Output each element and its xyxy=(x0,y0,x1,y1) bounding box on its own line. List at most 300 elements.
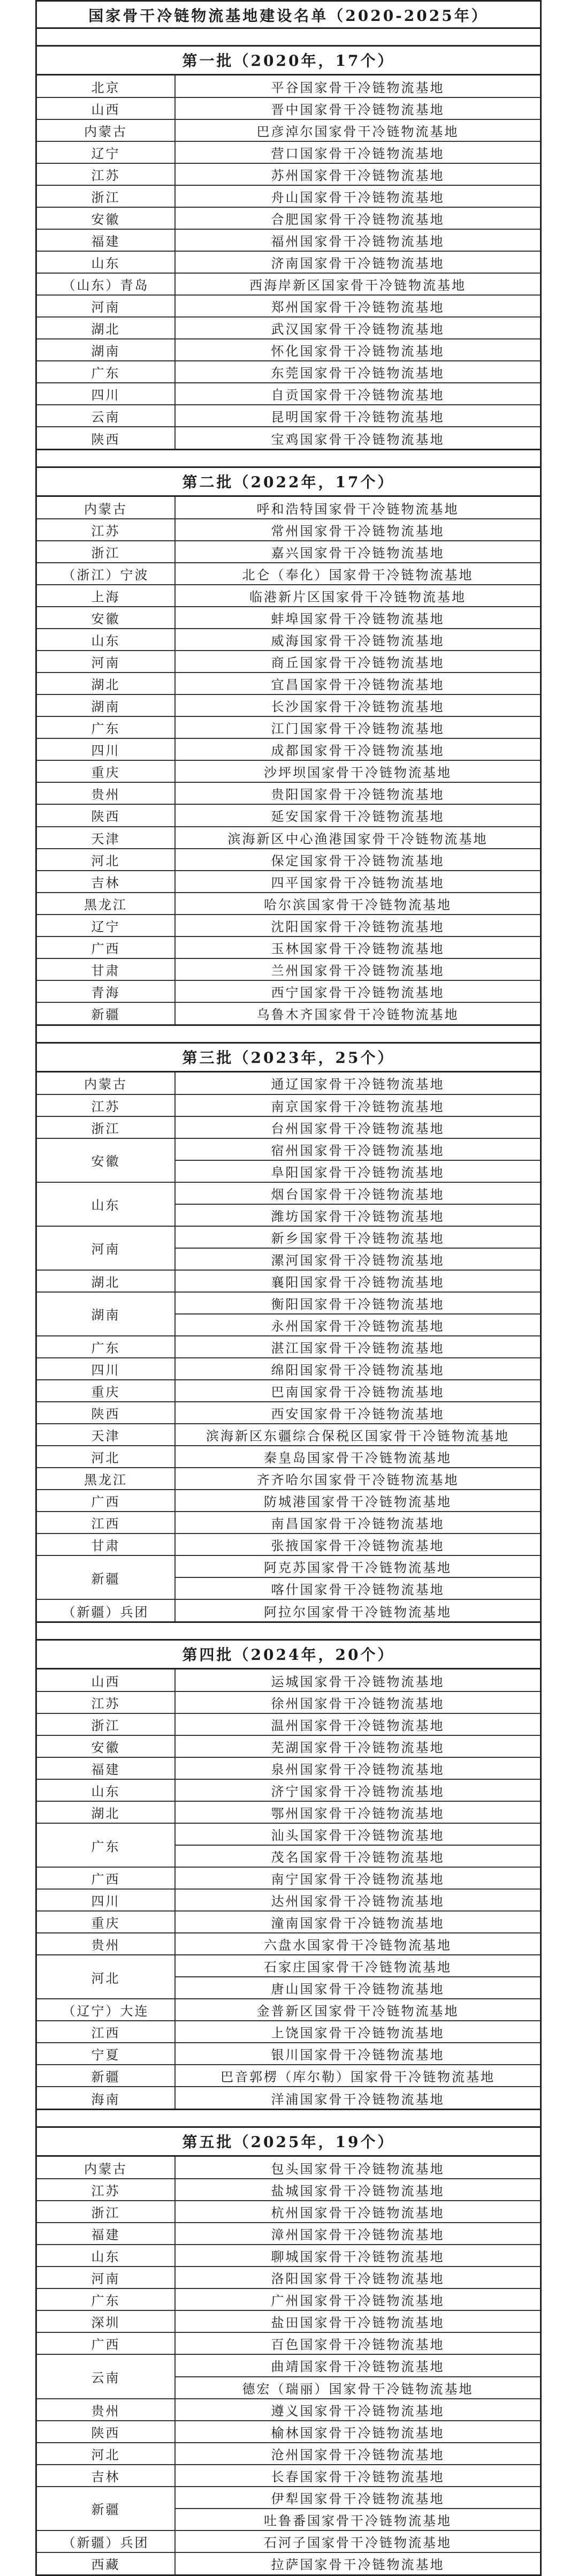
table-row xyxy=(37,1867,540,1889)
region-cell: 贵州 xyxy=(37,782,175,804)
region-cell: 广东 xyxy=(37,2288,175,2310)
base-name-cell: 台州国家骨干冷链物流基地 xyxy=(175,1116,540,1138)
region-cell: （新疆）兵团 xyxy=(37,2530,175,2552)
batch-table xyxy=(37,75,540,449)
base-name-cell: 呼和浩特国家骨干冷链物流基地 xyxy=(175,497,540,519)
table-row xyxy=(37,1002,540,1024)
region-cell: 江苏 xyxy=(37,2179,175,2201)
table-row xyxy=(37,1735,540,1757)
table-row xyxy=(37,1955,540,1977)
base-name-cell: 福州国家骨干冷链物流基地 xyxy=(175,229,540,251)
base-name-cell: 济宁国家骨干冷链物流基地 xyxy=(175,1779,540,1801)
region-cell: 浙江 xyxy=(37,1116,175,1138)
batch-section xyxy=(37,1042,540,1623)
batch-table xyxy=(37,2157,540,2574)
base-name-cell: 杭州国家骨干冷链物流基地 xyxy=(175,2201,540,2223)
region-cell: 新疆 xyxy=(37,1002,175,1024)
table-row xyxy=(37,1358,540,1380)
region-cell: 江苏 xyxy=(37,1691,175,1713)
region-cell: 河南 xyxy=(37,295,175,317)
table-row xyxy=(37,339,540,361)
base-name-cell: 晋中国家骨干冷链物流基地 xyxy=(175,97,540,119)
base-name-cell: 西宁国家骨干冷链物流基地 xyxy=(175,980,540,1002)
region-cell: 浙江 xyxy=(37,2201,175,2223)
region-cell: 青海 xyxy=(37,980,175,1002)
region-cell: 湖南 xyxy=(37,1292,175,1336)
base-name-cell: 舟山国家骨干冷链物流基地 xyxy=(175,185,540,207)
table-row xyxy=(37,629,540,651)
table-row xyxy=(37,760,540,782)
region-cell: 广西 xyxy=(37,936,175,958)
region-cell: 湖南 xyxy=(37,339,175,361)
base-name-cell: 沧州国家骨干冷链物流基地 xyxy=(175,2443,540,2465)
region-cell: 广东 xyxy=(37,716,175,738)
region-cell: 西藏 xyxy=(37,2552,175,2574)
region-cell: 江西 xyxy=(37,1512,175,1533)
region-cell: 吉林 xyxy=(37,2465,175,2487)
table-row xyxy=(37,738,540,760)
base-name-cell: 滨海新区东疆综合保税区国家骨干冷链物流基地 xyxy=(175,1424,540,1446)
region-cell: 四川 xyxy=(37,1358,175,1380)
base-name-cell: 四平国家骨干冷链物流基地 xyxy=(175,871,540,893)
region-cell: 内蒙古 xyxy=(37,497,175,519)
table-row xyxy=(37,1512,540,1533)
base-name-cell: 昆明国家骨干冷链物流基地 xyxy=(175,405,540,427)
region-cell: 广西 xyxy=(37,2332,175,2354)
base-name-cell: 长春国家骨干冷链物流基地 xyxy=(175,2465,540,2487)
region-cell: 江苏 xyxy=(37,163,175,185)
region-cell: 贵州 xyxy=(37,1933,175,1955)
batch-section xyxy=(37,1639,540,2110)
region-cell: 安徽 xyxy=(37,207,175,229)
table-row xyxy=(37,2201,540,2223)
table-row xyxy=(37,2087,540,2109)
base-name-cell: 盐城国家骨干冷链物流基地 xyxy=(175,2179,540,2201)
table-row xyxy=(37,497,540,519)
region-cell: 河北 xyxy=(37,849,175,871)
base-name-cell: 广州国家骨干冷链物流基地 xyxy=(175,2288,540,2310)
table-row xyxy=(37,1182,540,1204)
region-cell: （浙江）宁波 xyxy=(37,563,175,585)
region-cell: 云南 xyxy=(37,405,175,427)
table-row xyxy=(37,585,540,607)
region-cell: 江西 xyxy=(37,2021,175,2043)
batch-heading: 第四批（2024年，20个） xyxy=(37,1641,540,1670)
base-name-cell: 威海国家骨干冷链物流基地 xyxy=(175,629,540,651)
table-row xyxy=(37,119,540,141)
base-name-cell: 漯河国家骨干冷链物流基地 xyxy=(175,1248,540,1270)
table-row xyxy=(37,2332,540,2354)
region-cell: 福建 xyxy=(37,229,175,251)
region-cell: 安徽 xyxy=(37,607,175,629)
region-cell: 吉林 xyxy=(37,871,175,893)
document-frame xyxy=(35,0,542,2576)
table-row xyxy=(37,2421,540,2443)
base-name-cell: 南京国家骨干冷链物流基地 xyxy=(175,1094,540,1116)
batch-section xyxy=(37,45,540,450)
base-name-cell: 漳州国家骨干冷链物流基地 xyxy=(175,2223,540,2245)
region-cell: 内蒙古 xyxy=(37,1072,175,1094)
base-name-cell: 巴音郭楞（库尔勒）国家骨干冷链物流基地 xyxy=(175,2065,540,2087)
table-row xyxy=(37,651,540,673)
region-cell: 天津 xyxy=(37,827,175,849)
region-cell: 辽宁 xyxy=(37,141,175,163)
region-cell: 湖北 xyxy=(37,1270,175,1292)
table-row xyxy=(37,694,540,716)
base-name-cell: 遵义国家骨干冷链物流基地 xyxy=(175,2399,540,2421)
region-cell: 黑龙江 xyxy=(37,1468,175,1490)
region-cell: 湖南 xyxy=(37,694,175,716)
base-name-cell: 常州国家骨干冷链物流基地 xyxy=(175,519,540,541)
region-cell: 河北 xyxy=(37,1955,175,1999)
base-name-cell: 芜湖国家骨干冷链物流基地 xyxy=(175,1735,540,1757)
region-cell: 江苏 xyxy=(37,1094,175,1116)
table-row xyxy=(37,2288,540,2310)
base-name-cell: 永州国家骨干冷链物流基地 xyxy=(175,1314,540,1336)
table-row xyxy=(37,2465,540,2487)
region-cell: 广东 xyxy=(37,1336,175,1358)
base-name-cell: 西安国家骨干冷链物流基地 xyxy=(175,1402,540,1424)
region-cell: 甘肃 xyxy=(37,1533,175,1555)
region-cell: 陕西 xyxy=(37,2421,175,2443)
region-cell: 内蒙古 xyxy=(37,119,175,141)
base-name-cell: 北仑（奉化）国家骨干冷链物流基地 xyxy=(175,563,540,585)
table-row xyxy=(37,1889,540,1911)
base-name-cell: 营口国家骨干冷链物流基地 xyxy=(175,141,540,163)
region-cell: 重庆 xyxy=(37,760,175,782)
base-name-cell: 吐鲁番国家骨干冷链物流基地 xyxy=(175,2509,540,2530)
batch-heading: 第二批（2022年，17个） xyxy=(37,468,540,497)
base-name-cell: 嘉兴国家骨干冷链物流基地 xyxy=(175,541,540,563)
table-row xyxy=(37,1138,540,1160)
base-name-cell: 新乡国家骨干冷链物流基地 xyxy=(175,1226,540,1248)
table-row xyxy=(37,1072,540,1094)
base-name-cell: 德宏（瑞丽）国家骨干冷链物流基地 xyxy=(175,2377,540,2399)
base-name-cell: 温州国家骨干冷链物流基地 xyxy=(175,1713,540,1735)
table-row xyxy=(37,1468,540,1490)
table-row xyxy=(37,2310,540,2332)
batch-table xyxy=(37,1670,540,2109)
base-name-cell: 怀化国家骨干冷链物流基地 xyxy=(175,339,540,361)
base-name-cell: 泉州国家骨干冷链物流基地 xyxy=(175,1757,540,1779)
base-name-cell: 阿克苏国家骨干冷链物流基地 xyxy=(175,1555,540,1577)
table-row xyxy=(37,1801,540,1823)
table-row xyxy=(37,1713,540,1735)
base-name-cell: 拉萨国家骨干冷链物流基地 xyxy=(271,2557,445,2573)
table-row xyxy=(37,185,540,207)
base-name-cell: 哈尔滨国家骨干冷链物流基地 xyxy=(175,893,540,915)
region-cell: 山东 xyxy=(37,2245,175,2267)
base-name-cell: 茂名国家骨干冷链物流基地 xyxy=(175,1845,540,1867)
region-cell: 安徽 xyxy=(37,1138,175,1182)
region-cell: 河南 xyxy=(37,2267,175,2288)
region-cell: 甘肃 xyxy=(37,958,175,980)
base-name-cell: 唐山国家骨干冷链物流基地 xyxy=(175,1977,540,1999)
table-row xyxy=(37,1933,540,1955)
table-row xyxy=(37,317,540,339)
base-name-cell: 滨海新区中心渔港国家骨干冷链物流基地 xyxy=(175,827,540,849)
region-cell: 天津 xyxy=(37,1424,175,1446)
base-name-cell: 防城港国家骨干冷链物流基地 xyxy=(175,1490,540,1512)
table-row xyxy=(37,716,540,738)
base-name-cell: 西海岸新区国家骨干冷链物流基地 xyxy=(175,273,540,295)
table-row xyxy=(37,2267,540,2288)
region-cell: 四川 xyxy=(37,383,175,405)
table-row xyxy=(37,229,540,251)
region-cell: 湖北 xyxy=(37,1801,175,1823)
table-row xyxy=(37,563,540,585)
table-row xyxy=(37,75,540,97)
base-name-cell: 东莞国家骨干冷链物流基地 xyxy=(175,361,540,383)
region-cell: 新疆 xyxy=(37,2065,175,2087)
region-cell: 深圳 xyxy=(37,2310,175,2332)
batch-section xyxy=(37,2126,540,2575)
region-cell: 广东 xyxy=(37,1823,175,1867)
table-row xyxy=(37,849,540,871)
region-cell: 湖北 xyxy=(37,317,175,339)
base-name-cell: 伊犁国家骨干冷链物流基地 xyxy=(175,2487,540,2509)
base-name-cell: 洛阳国家骨干冷链物流基地 xyxy=(175,2267,540,2288)
table-row xyxy=(37,804,540,826)
table-row xyxy=(37,251,540,273)
table-row xyxy=(37,2530,540,2552)
region-cell: 山东 xyxy=(37,629,175,651)
base-name-cell: 郑州国家骨干冷链物流基地 xyxy=(175,295,540,317)
table-row xyxy=(37,1380,540,1402)
table-row xyxy=(37,2552,540,2574)
batch-heading: 第三批（2023年，25个） xyxy=(37,1044,540,1072)
base-name-cell: 宿州国家骨干冷链物流基地 xyxy=(175,1138,540,1160)
table-row xyxy=(37,1270,540,1292)
region-cell: 海南 xyxy=(37,2087,175,2109)
region-cell: 福建 xyxy=(37,2223,175,2245)
table-row xyxy=(37,207,540,229)
base-name-cell: 苏州国家骨干冷链物流基地 xyxy=(175,163,540,185)
table-row xyxy=(37,541,540,563)
batch-table xyxy=(37,1072,540,1621)
base-name-cell: 潍坊国家骨干冷链物流基地 xyxy=(175,1204,540,1226)
table-row xyxy=(37,936,540,958)
base-name-cell: 洋浦国家骨干冷链物流基地 xyxy=(271,2091,445,2107)
region-cell: 河北 xyxy=(37,1446,175,1468)
table-row xyxy=(37,827,540,849)
base-name-cell: 金普新区国家骨干冷链物流基地 xyxy=(175,1999,540,2021)
table-row xyxy=(37,2043,540,2065)
region-cell: 宁夏 xyxy=(37,2043,175,2065)
table-row xyxy=(37,427,540,449)
base-name-cell: 徐州国家骨干冷链物流基地 xyxy=(175,1691,540,1713)
base-name-cell: 秦皇岛国家骨干冷链物流基地 xyxy=(175,1446,540,1468)
region-cell: 福建 xyxy=(37,1757,175,1779)
region-cell: 重庆 xyxy=(37,1380,175,1402)
table-row xyxy=(37,1911,540,1933)
base-name-cell: 通辽国家骨干冷链物流基地 xyxy=(175,1072,540,1094)
table-row xyxy=(37,1757,540,1779)
table-row xyxy=(37,1402,540,1424)
base-name-cell: 绵阳国家骨干冷链物流基地 xyxy=(175,1358,540,1380)
base-name-cell: 蚌埠国家骨干冷链物流基地 xyxy=(175,607,540,629)
base-name-cell: 襄阳国家骨干冷链物流基地 xyxy=(175,1270,540,1292)
base-name-cell: 兰州国家骨干冷链物流基地 xyxy=(175,958,540,980)
base-name-cell: 沈阳国家骨干冷链物流基地 xyxy=(175,915,540,936)
region-cell: 上海 xyxy=(37,585,175,607)
region-cell: 山东 xyxy=(37,1182,175,1226)
base-name-cell: 曲靖国家骨干冷链物流基地 xyxy=(175,2354,540,2376)
region-cell: 广西 xyxy=(37,1490,175,1512)
base-name-cell: 石家庄国家骨干冷链物流基地 xyxy=(175,1955,540,1977)
table-row xyxy=(37,2223,540,2245)
region-cell: 广西 xyxy=(37,1867,175,1889)
table-row xyxy=(37,607,540,629)
base-name-cell: 江门国家骨干冷链物流基地 xyxy=(175,716,540,738)
base-name-cell: 长沙国家骨干冷链物流基地 xyxy=(175,694,540,716)
base-name-cell: 贵阳国家骨干冷链物流基地 xyxy=(175,782,540,804)
table-row xyxy=(37,1555,540,1577)
base-name-cell: 六盘水国家骨干冷链物流基地 xyxy=(175,1933,540,1955)
table-row xyxy=(37,2021,540,2043)
table-row xyxy=(37,519,540,541)
region-cell: （山东）青岛 xyxy=(37,273,175,295)
base-name-cell: 运城国家骨干冷链物流基地 xyxy=(175,1670,540,1691)
region-cell: 湖北 xyxy=(37,673,175,694)
region-cell: 江苏 xyxy=(37,519,175,541)
table-row xyxy=(37,915,540,936)
region-cell: 安徽 xyxy=(37,1735,175,1757)
table-row xyxy=(37,295,540,317)
base-name-cell: 宝鸡国家骨干冷链物流基地 xyxy=(271,432,445,447)
table-row xyxy=(37,2157,540,2179)
region-cell: 浙江 xyxy=(37,1713,175,1735)
region-cell: 陕西 xyxy=(37,1402,175,1424)
region-cell: 新疆 xyxy=(37,2487,175,2530)
base-name-cell: 湛江国家骨干冷链物流基地 xyxy=(175,1336,540,1358)
base-name-cell: 汕头国家骨干冷链物流基地 xyxy=(175,1823,540,1845)
region-cell: 山西 xyxy=(37,97,175,119)
table-row xyxy=(37,383,540,405)
region-cell: 四川 xyxy=(37,1889,175,1911)
base-name-cell: 鄂州国家骨干冷链物流基地 xyxy=(175,1801,540,1823)
table-row xyxy=(37,1424,540,1446)
region-cell: 贵州 xyxy=(37,2399,175,2421)
table-row xyxy=(37,361,540,383)
base-name-cell: 南昌国家骨干冷链物流基地 xyxy=(175,1512,540,1533)
region-cell: 新疆 xyxy=(37,1555,175,1599)
base-name-cell: 保定国家骨干冷链物流基地 xyxy=(175,849,540,871)
table-row xyxy=(37,893,540,915)
region-cell: 四川 xyxy=(37,738,175,760)
table-row xyxy=(37,2487,540,2509)
region-cell: 山东 xyxy=(37,1779,175,1801)
table-row xyxy=(37,1226,540,1248)
base-name-cell: 巴南国家骨干冷链物流基地 xyxy=(175,1380,540,1402)
region-cell: 黑龙江 xyxy=(37,893,175,915)
base-name-cell: 烟台国家骨干冷链物流基地 xyxy=(175,1182,540,1204)
base-name-cell: 上饶国家骨干冷链物流基地 xyxy=(175,2021,540,2043)
table-row xyxy=(37,1533,540,1555)
base-name-cell: 百色国家骨干冷链物流基地 xyxy=(175,2332,540,2354)
base-name-cell: 达州国家骨干冷链物流基地 xyxy=(175,1889,540,1911)
base-name-cell: 合肥国家骨干冷链物流基地 xyxy=(175,207,540,229)
batch-table xyxy=(37,497,540,1024)
document-title: 国家骨干冷链物流基地建设名单（2020-2025年） xyxy=(37,0,540,29)
base-name-cell: 乌鲁木齐国家骨干冷链物流基地 xyxy=(256,1007,459,1023)
region-cell: 辽宁 xyxy=(37,915,175,936)
region-cell: 广东 xyxy=(37,361,175,383)
table-row xyxy=(37,2443,540,2465)
table-row xyxy=(37,1292,540,1314)
base-name-cell: 齐齐哈尔国家骨干冷链物流基地 xyxy=(175,1468,540,1490)
base-name-cell: 南宁国家骨干冷链物流基地 xyxy=(175,1867,540,1889)
base-name-cell: 榆林国家骨干冷链物流基地 xyxy=(175,2421,540,2443)
base-name-cell: 衡阳国家骨干冷链物流基地 xyxy=(175,1292,540,1314)
base-name-cell: 沙坪坝国家骨干冷链物流基地 xyxy=(175,760,540,782)
table-row xyxy=(37,1691,540,1713)
region-cell: 重庆 xyxy=(37,1911,175,1933)
region-cell: 山西 xyxy=(37,1670,175,1691)
base-name-cell: 临港新片区国家骨干冷链物流基地 xyxy=(175,585,540,607)
base-name-cell: 巴彦淖尔国家骨干冷链物流基地 xyxy=(175,119,540,141)
table-row xyxy=(37,1599,540,1621)
table-row xyxy=(37,2065,540,2087)
base-name-cell: 盐田国家骨干冷链物流基地 xyxy=(175,2310,540,2332)
region-cell: 河南 xyxy=(37,651,175,673)
base-name-cell: 潼南国家骨干冷链物流基地 xyxy=(175,1911,540,1933)
table-row xyxy=(37,1336,540,1358)
base-name-cell: 平谷国家骨干冷链物流基地 xyxy=(175,75,540,97)
table-row xyxy=(37,1116,540,1138)
table-row xyxy=(37,1490,540,1512)
table-row xyxy=(37,958,540,980)
base-name-cell: 商丘国家骨干冷链物流基地 xyxy=(175,651,540,673)
table-row xyxy=(37,1446,540,1468)
base-name-cell: 玉林国家骨干冷链物流基地 xyxy=(175,936,540,958)
region-cell: 云南 xyxy=(37,2354,175,2398)
table-row xyxy=(37,1823,540,1845)
table-row xyxy=(37,1094,540,1116)
region-cell: 北京 xyxy=(37,75,175,97)
table-row xyxy=(37,2354,540,2376)
table-row xyxy=(37,141,540,163)
table-row xyxy=(37,1779,540,1801)
base-name-cell: 自贡国家骨干冷链物流基地 xyxy=(175,383,540,405)
batch-section xyxy=(37,466,540,1025)
table-row xyxy=(37,2399,540,2421)
table-row xyxy=(37,871,540,893)
region-cell: 浙江 xyxy=(37,185,175,207)
base-name-cell: 喀什国家骨干冷链物流基地 xyxy=(175,1577,540,1599)
region-cell: 内蒙古 xyxy=(37,2157,175,2179)
base-name-cell: 武汉国家骨干冷链物流基地 xyxy=(175,317,540,339)
region-cell: （辽宁）大连 xyxy=(37,1999,175,2021)
table-row xyxy=(37,2245,540,2267)
table-row xyxy=(37,97,540,119)
table-row xyxy=(37,1670,540,1691)
batch-list xyxy=(37,45,540,2576)
region-cell: 河南 xyxy=(37,1226,175,1270)
table-row xyxy=(37,163,540,185)
base-name-cell: 阜阳国家骨干冷链物流基地 xyxy=(175,1160,540,1182)
region-cell: （新疆）兵团 xyxy=(37,1599,175,1621)
base-name-cell: 济南国家骨干冷链物流基地 xyxy=(175,251,540,273)
base-name-cell: 银川国家骨干冷链物流基地 xyxy=(175,2043,540,2065)
table-row xyxy=(37,2179,540,2201)
batch-heading: 第一批（2020年，17个） xyxy=(37,47,540,75)
table-row xyxy=(37,980,540,1002)
base-name-cell: 成都国家骨干冷链物流基地 xyxy=(175,738,540,760)
base-name-cell: 宜昌国家骨干冷链物流基地 xyxy=(175,673,540,694)
region-cell: 陕西 xyxy=(37,804,175,826)
region-cell: 山东 xyxy=(37,251,175,273)
